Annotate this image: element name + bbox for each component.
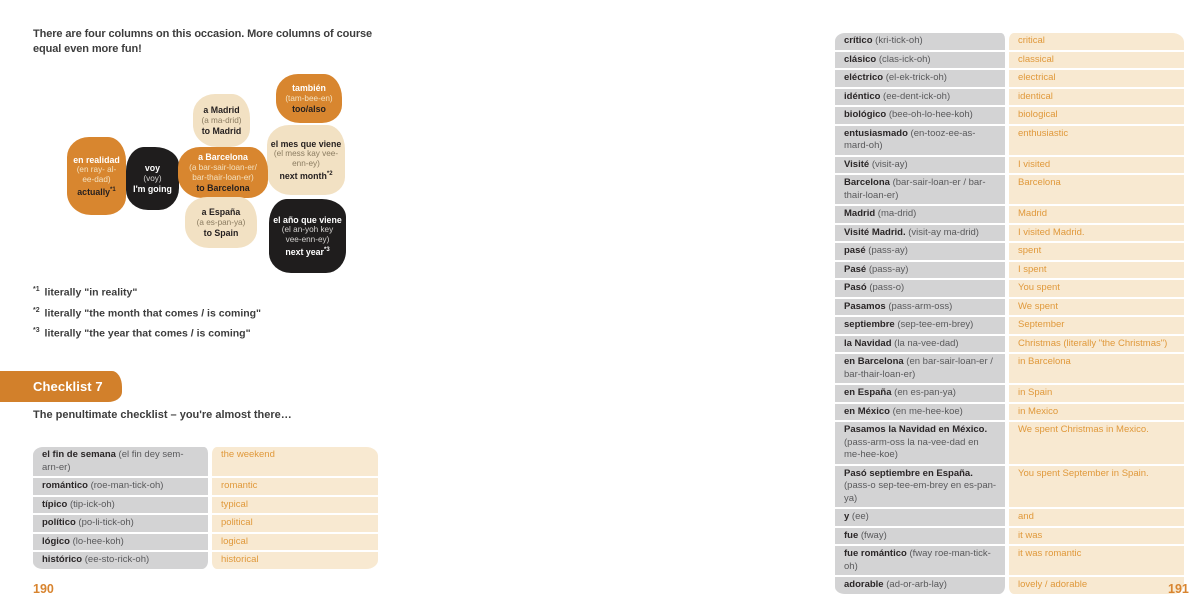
spanish-cell: fue (fway) [835, 528, 1005, 545]
spanish-cell: típico (tip-ick-oh) [33, 497, 208, 514]
table-row [835, 299, 1184, 316]
table-row [835, 206, 1184, 223]
table-row [835, 175, 1184, 204]
spanish-word: pasé [844, 245, 866, 256]
footnote-marker: *1 [33, 286, 40, 293]
spanish-word: Madrid [844, 208, 876, 219]
table-row [835, 509, 1184, 526]
table-row [835, 385, 1184, 402]
spanish-cell: Pasé (pass-ay) [835, 262, 1005, 279]
footnote: $^{*3}$ literally "the year that comes / is coming" [33, 327, 251, 340]
spanish-cell: en Barcelona (en bar-sair-loan-er / bar-thair-loan-er) [835, 354, 1005, 383]
spanish-cell: idéntico (ee-dent-ick-oh) [835, 89, 1005, 106]
intro-text: There are four columns on this occasion. More columns of course equal even more fun! [33, 28, 373, 55]
blob-voy [126, 147, 179, 210]
english-cell: biological [1009, 107, 1184, 124]
blob-translation: too/also [292, 103, 326, 114]
table-row [835, 577, 1184, 594]
table-row [835, 89, 1184, 106]
spanish-word: histórico [42, 554, 83, 565]
spanish-word: fue [844, 529, 859, 541]
spanish-word: Pasamos la Navidad en México. [844, 424, 988, 435]
spanish-word: típico [42, 498, 68, 510]
blob-translation: to Spain [203, 227, 239, 238]
spanish-cell: septiembre (sep-tee-em-brey) [835, 317, 1005, 334]
spanish-word: el fin de semana [42, 449, 116, 460]
english-cell: historical [212, 552, 378, 569]
spanish-cell: Visité Madrid. (visit-ay ma-drid) [835, 225, 1005, 242]
footnote-marker: *2 [33, 306, 40, 314]
spanish-cell: eléctrico (el-ek-trick-oh) [835, 70, 1005, 87]
checklist-heading: Checklist 7 [33, 379, 103, 394]
english-cell: romantic [212, 478, 378, 495]
blob-word: en realidad [73, 154, 120, 165]
table-row [835, 317, 1184, 334]
page-number-left: 190 [33, 582, 54, 596]
spanish-cell: Pasamos la Navidad en México. (pass-arm-oss la na-vee-dad en me-hee-koe) [835, 422, 1005, 464]
spanish-word: idéntico [844, 90, 881, 102]
blob-word: a Barcelona [198, 152, 248, 162]
footnotes [33, 281, 261, 343]
table-row [835, 546, 1184, 575]
spanish-cell: histórico (ee-sto-rick-oh) [33, 552, 208, 569]
english-cell: the weekend [212, 447, 378, 476]
spanish-cell: en México (en me-hee-koe) [835, 404, 1005, 421]
english-cell: it was romantic [1009, 546, 1184, 575]
blob-a-madrid [193, 94, 250, 147]
english-cell: September [1009, 317, 1184, 334]
table-row [33, 447, 383, 476]
page-number-right: 191 [1168, 582, 1189, 596]
spanish-cell: el fin de semana (el fin dey sem-arn-er) [33, 447, 208, 476]
spanish-cell: biológico (bee-oh-lo-hee-koh) [835, 107, 1005, 124]
spanish-word: eléctrico [844, 72, 884, 83]
spanish-cell: adorable (ad-or-arb-lay) [835, 577, 1005, 594]
blob-a-espana [185, 197, 257, 248]
blob-word: el año que viene [273, 214, 342, 225]
spanish-cell: fue romántico (fway roe-man-tick-oh) [835, 546, 1005, 575]
footnote: $^{*2}$ literally "the month that comes / is coming" [33, 306, 262, 319]
table-row [835, 126, 1184, 155]
english-cell: Madrid [1009, 206, 1184, 223]
blob-a-barcelona [178, 147, 268, 198]
blob-translation: actually$^{*1}$ [77, 186, 116, 197]
page-right [405, 0, 1189, 614]
english-cell: enthusiastic [1009, 126, 1184, 155]
spanish-word: romántico [42, 480, 88, 491]
table-row [33, 478, 383, 495]
spanish-cell: lógico (lo-hee-koh) [33, 534, 208, 551]
spanish-word: Barcelona [844, 177, 890, 188]
blob-translation: to Barcelona [196, 182, 250, 193]
table-row [33, 515, 383, 532]
blob-translation: I'm going [133, 183, 172, 194]
table-row [835, 52, 1184, 69]
english-cell: in Mexico [1009, 404, 1184, 421]
english-cell: electrical [1009, 70, 1184, 87]
footnote: $^{*1}$ literally "in reality" [33, 286, 138, 299]
english-cell: You spent [1009, 280, 1184, 297]
spanish-word: Visité [844, 158, 870, 170]
blob-word: voy [144, 163, 161, 173]
table-row [835, 107, 1184, 124]
table-row [835, 528, 1184, 545]
checklist-intro: The penultimate checklist – you're almost there… [33, 409, 292, 421]
spanish-word: clásico [844, 53, 877, 65]
spanish-cell: político (po-li-tick-oh) [33, 515, 208, 532]
table-row [33, 497, 383, 514]
blob-pronunciation: (a ma-drid) [201, 115, 242, 125]
spanish-word: Pasó [844, 282, 867, 293]
spanish-cell: Pasó septiembre en España. (pass-o sep-tee-em-brey en es-pan-ya) [835, 466, 1005, 508]
spanish-word: Visité Madrid. [844, 226, 906, 238]
english-cell: identical [1009, 89, 1184, 106]
blob-translation: next month$^{*2}$ [279, 170, 333, 181]
footnote-marker: *2 [326, 171, 333, 178]
spanish-cell: clásico (clas-ick-oh) [835, 52, 1005, 69]
english-cell: Christmas (literally "the Christmas") [1009, 336, 1184, 353]
checklist-heading-banner [0, 371, 122, 402]
spanish-word: la Navidad [844, 337, 892, 349]
checklist-table [33, 447, 383, 571]
spanish-cell: Barcelona (bar-sair-loan-er / bar-thair-loan-er) [835, 175, 1005, 204]
spanish-word: biológico [844, 109, 887, 120]
english-cell: You spent September in Spain. [1009, 466, 1184, 508]
english-cell: lovely / adorable [1009, 577, 1184, 594]
table-row [835, 33, 1184, 50]
table-row [835, 336, 1184, 353]
blob-word: a Madrid [203, 105, 240, 115]
spanish-cell: Visité (visit-ay) [835, 157, 1005, 174]
vocab-table [835, 33, 1184, 596]
table-row [835, 404, 1184, 421]
english-cell: in Barcelona [1009, 354, 1184, 383]
table-row [835, 243, 1184, 260]
spanish-word: Pasamos [844, 300, 886, 312]
footnote-marker: *3 [323, 247, 330, 254]
spanish-cell: romántico (roe-man-tick-oh) [33, 478, 208, 495]
english-cell: Barcelona [1009, 175, 1184, 204]
blob-pronunciation: (tam-bee-en) [285, 93, 333, 103]
spanish-cell: Madrid (ma-drid) [835, 206, 1005, 223]
blob-el-ano-que-viene [269, 199, 346, 273]
spanish-cell: Pasó (pass-o) [835, 280, 1005, 297]
spanish-word: septiembre [844, 319, 895, 330]
blob-pronunciation: (el mess kay vee-enn-ey) [273, 149, 339, 169]
english-cell: spent [1009, 243, 1184, 260]
blob-pronunciation: (a bar-sair-loan-er/ bar-thair-loan-er) [189, 162, 257, 182]
blob-pronunciation: (el an-yoh key vee-enn-ey) [281, 225, 334, 245]
table-row [33, 534, 383, 551]
spanish-cell: entusiasmado (en-tooz-ee-as-mard-oh) [835, 126, 1005, 155]
spanish-word: Pasó septiembre en España. [844, 467, 973, 479]
blob-pronunciation: (a es-pan-ya) [196, 217, 246, 227]
english-cell: and [1009, 509, 1184, 526]
spanish-word: entusiasmado [844, 127, 908, 139]
spanish-cell: y (ee) [835, 509, 1005, 526]
blob-word: a España [201, 207, 241, 217]
blob-en-realidad [67, 137, 126, 215]
spanish-cell: la Navidad (la na-vee-dad) [835, 336, 1005, 353]
english-cell: in Spain [1009, 385, 1184, 402]
blob-word: el mes que viene [270, 138, 342, 149]
spanish-cell: Pasamos (pass-arm-oss) [835, 299, 1005, 316]
table-row [835, 354, 1184, 383]
table-row [835, 466, 1184, 508]
spanish-word: fue romántico [844, 548, 907, 559]
blob-pronunciation: (voy) [143, 173, 162, 183]
blob-tambien [276, 74, 342, 123]
spanish-word: en España [844, 387, 892, 398]
english-cell: I visited Madrid. [1009, 225, 1184, 242]
table-row [835, 262, 1184, 279]
english-cell: I spent [1009, 262, 1184, 279]
blob-translation: to Madrid [201, 125, 242, 136]
table-row [835, 225, 1184, 242]
page-left [0, 0, 405, 614]
english-cell: it was [1009, 528, 1184, 545]
blob-el-mes-que-viene [267, 125, 345, 195]
footnote-marker: *1 [110, 187, 116, 194]
blob-word: también [292, 83, 326, 93]
spanish-word: en Barcelona [844, 356, 904, 367]
footnote-marker: *3 [33, 327, 40, 334]
spanish-word: lógico [42, 535, 70, 547]
table-row [835, 70, 1184, 87]
spanish-word: y [844, 511, 850, 522]
spanish-cell: pasé (pass-ay) [835, 243, 1005, 260]
table-row [835, 422, 1184, 464]
table-row [33, 552, 383, 569]
english-cell: classical [1009, 52, 1184, 69]
table-row [835, 280, 1184, 297]
english-cell: political [212, 515, 378, 532]
english-cell: We spent Christmas in Mexico. [1009, 422, 1184, 464]
spanish-word: adorable [844, 579, 884, 590]
english-cell: critical [1009, 33, 1184, 50]
english-cell: typical [212, 497, 378, 514]
english-cell: We spent [1009, 299, 1184, 316]
spanish-word: crítico [844, 35, 873, 46]
spanish-word: político [42, 517, 76, 528]
blob-translation: next year$^{*3}$ [285, 246, 330, 257]
spanish-cell: crítico (kri-tick-oh) [835, 33, 1005, 50]
table-row [835, 157, 1184, 174]
spanish-word: en México [844, 405, 890, 417]
spanish-word: Pasé [844, 263, 867, 275]
english-cell: I visited [1009, 157, 1184, 174]
blob-pronunciation: (en ray- al-ee-dad) [76, 165, 117, 185]
spanish-cell: en España (en es-pan-ya) [835, 385, 1005, 402]
english-cell: logical [212, 534, 378, 551]
